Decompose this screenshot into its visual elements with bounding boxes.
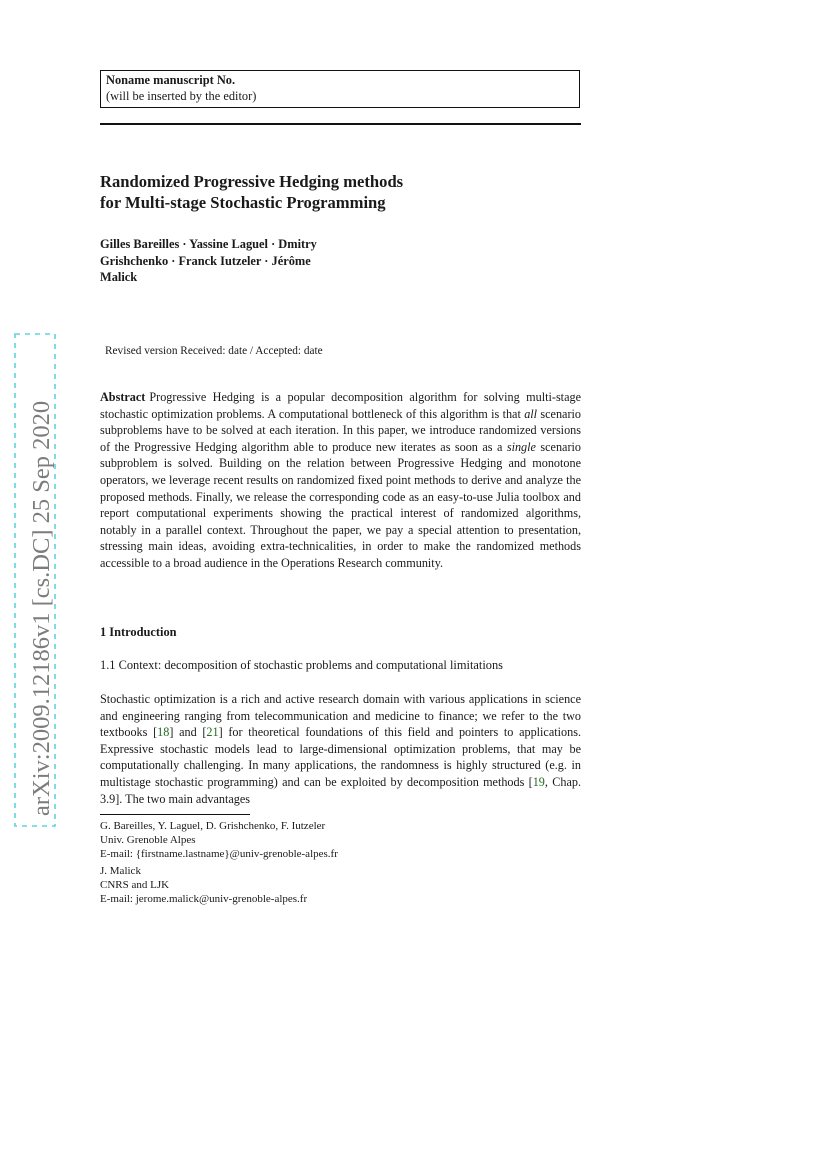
citation-link-19[interactable]: 19 (532, 774, 545, 789)
authors-line-3: Malick (100, 270, 138, 284)
editor-note: (will be inserted by the editor) (106, 88, 257, 103)
title-line-2: for Multi-stage Stochastic Programming (100, 193, 386, 212)
citation-link-21[interactable]: 21 (206, 725, 219, 740)
affiliation-block-2 (100, 865, 500, 906)
manuscript-number: Noname manuscript No. (106, 73, 236, 87)
affiliation-2-institution: CNRS and LJK (100, 878, 170, 891)
intro-text-3: ] for theoretical foundations of this field and pointers to applications. Expressive stochastic models lead to large-dimensional optimization problems, that may be computationally challenging. In many applications, the randomness is highly structured (e.g. in multistage stochastic programming) and can be exploited by decomposition methods [ (100, 725, 582, 789)
received-dates: Revised version Received: date / Accepted: date (105, 345, 323, 357)
abstract-text-3: scenario subproblem is solved. Building on the relation between Progressive Hedging and monotone operators, we leverage recent results on randomized fixed point methods to derive and analyze the proposed methods. Finally, we release the corresponding code as an easy-to-use Julia toolbox and report computational experiments showing the practical interest of randomized algorithms, notably in a parallel context. Throughout the paper, we pay a special attention to presentation, stressing main ideas, avoiding extra-technicalities, in order to make the randomized methods accessible to a broad audience in the Operations Research community. (100, 439, 582, 570)
subsection-heading-context: 1.1 Context: decomposition of stochastic problems and computational limitations (100, 658, 503, 672)
intro-text-1: Stochastic optimization is a rich and active research domain with various applications in science and engineering ranging from telecommunication and medicine to finance; we refer to the two textbooks [ (100, 692, 581, 740)
title-line-1: Randomized Progressive Hedging methods (100, 172, 404, 191)
abstract-label: Abstract (100, 390, 146, 404)
authors-line-1: Gilles Bareilles · Yassine Laguel · Dmitry (100, 237, 317, 251)
section-heading-introduction: 1 Introduction (100, 625, 177, 639)
header-rule (100, 123, 581, 125)
intro-paragraph (100, 691, 581, 807)
abstract-emphasis-single: single (506, 439, 536, 454)
affiliation-2-email: E-mail: jerome.malick@univ-grenoble-alpes.fr (100, 892, 308, 905)
footnote-rule (100, 814, 250, 815)
intro-text-4: , Chap. 3.9]. The two main advantages (100, 774, 581, 806)
citation-link-18[interactable]: 18 (157, 725, 170, 740)
affiliation-1-email: E-mail: {firstname.lastname}@univ-grenoble-alpes.fr (100, 847, 338, 860)
intro-text-2: ] and [ (169, 725, 207, 740)
manuscript-box (100, 70, 580, 108)
arxiv-stamp[interactable] (12, 330, 60, 830)
abstract-emphasis-all: all (524, 406, 538, 421)
affiliation-block-1 (100, 820, 500, 861)
arxiv-identifier: arXiv:2009.12186v1 [cs.DC] 25 Sep 2020 (28, 400, 55, 816)
authors-line-2: Grishchenko · Franck Iutzeler · Jérôme (100, 253, 311, 268)
affiliation-1-names: G. Bareilles, Y. Laguel, D. Grishchenko, F. Iutzeler (100, 820, 326, 832)
affiliation-1-institution: Univ. Grenoble Alpes (100, 833, 196, 846)
abstract (100, 389, 581, 572)
author-list (100, 236, 400, 286)
arxiv-stamp-graphic (12, 330, 60, 830)
affiliation-2-names: J. Malick (100, 865, 141, 877)
abstract-text-2: scenario subproblems have to be solved at each iteration. In this paper, we introduce randomized versions of the Progressive Hedging algorithm able to produce new iterates as soon as a (100, 406, 581, 454)
paper-title (100, 171, 581, 213)
abstract-text-1: Progressive Hedging is a popular decomposition algorithm for solving multi-stage stochastic optimization problems. A computational bottleneck of this algorithm is that (100, 390, 581, 421)
